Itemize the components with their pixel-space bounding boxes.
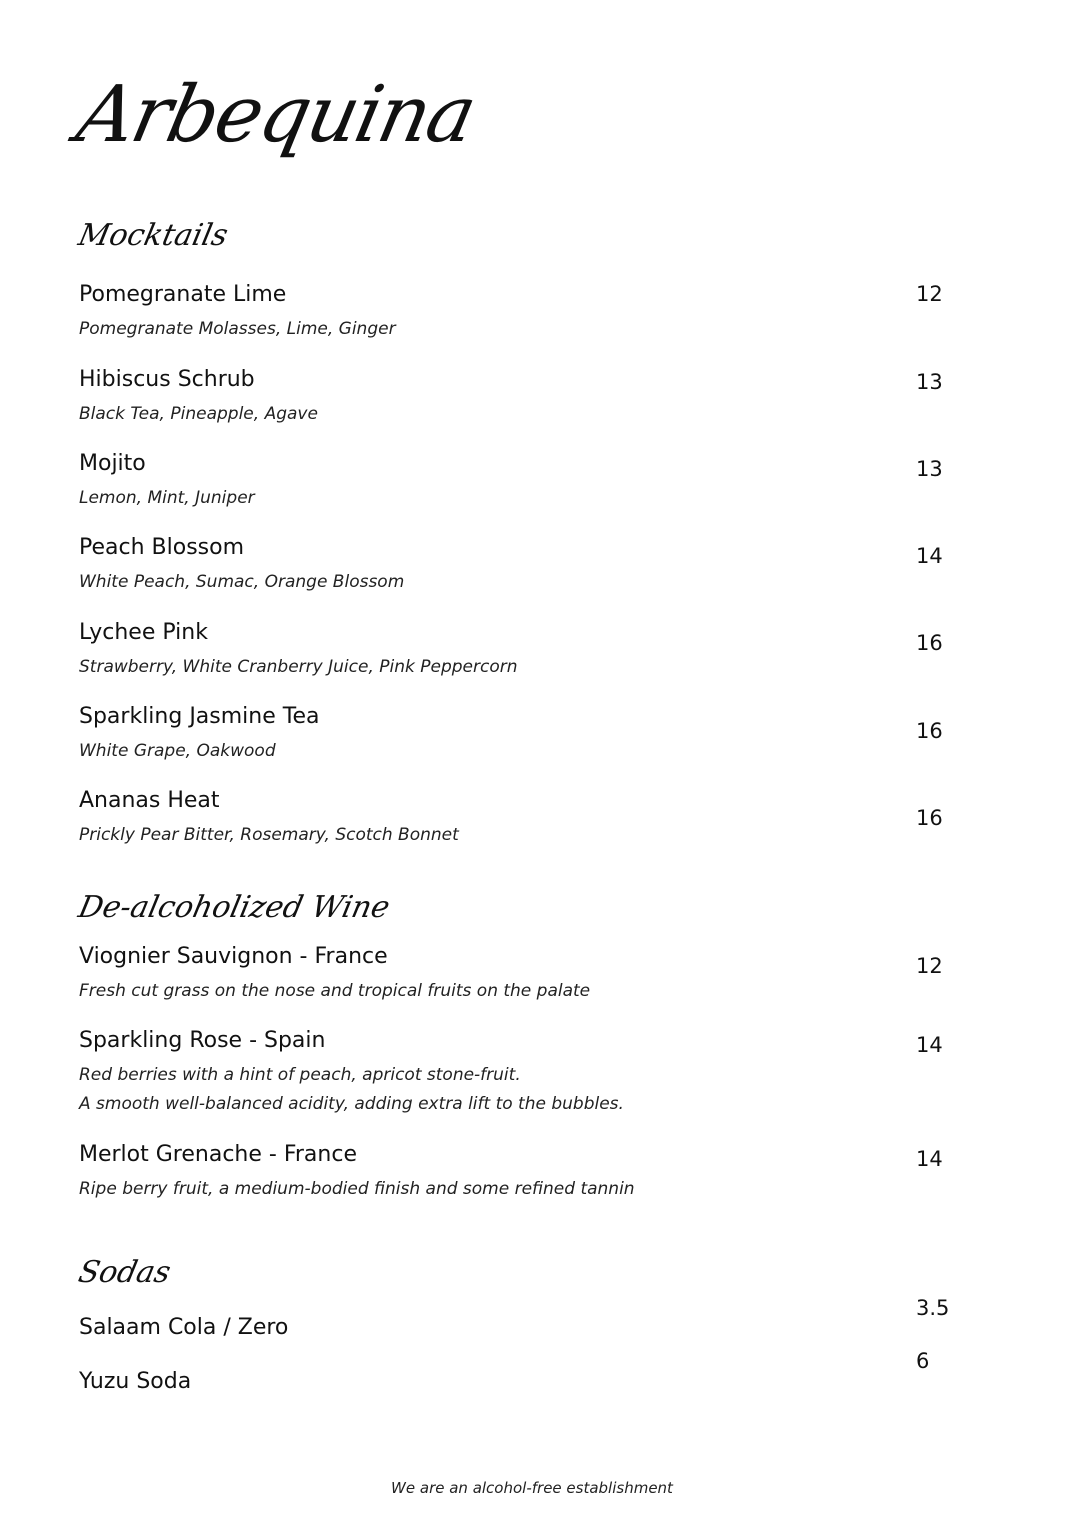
brand-logo: Arbequina [69, 70, 483, 160]
item-description: Ripe berry fruit, a medium-bodied finish and some refined tannin [79, 1179, 635, 1199]
item-description: Prickly Pear Bitter, Rosemary, Scotch Bonnet [79, 825, 459, 845]
item-price: 14 [916, 1147, 943, 1171]
section-title-sodas: Sodas [75, 1255, 174, 1290]
item-description: Red berries with a hint of peach, apricot stone-fruit. [79, 1065, 521, 1085]
footer-note: We are an alcohol-free establishment [391, 1479, 673, 1497]
item-price: 14 [916, 1033, 943, 1057]
item-price: 13 [916, 370, 943, 394]
item-name: Yuzu Soda [79, 1369, 192, 1394]
item-description: Fresh cut grass on the nose and tropical fruits on the palate [79, 981, 591, 1001]
item-name: Ananas Heat [79, 788, 220, 813]
item-price: 16 [916, 719, 943, 743]
item-description: White Grape, Oakwood [79, 741, 276, 761]
item-description: Strawberry, White Cranberry Juice, Pink Peppercorn [79, 657, 518, 677]
item-description: White Peach, Sumac, Orange Blossom [79, 572, 405, 592]
item-price: 13 [916, 457, 943, 481]
item-price: 6 [916, 1349, 930, 1373]
item-name: Peach Blossom [79, 535, 245, 560]
item-name: Viognier Sauvignon - France [79, 944, 388, 969]
item-price: 3.5 [916, 1296, 950, 1320]
item-name: Hibiscus Schrub [79, 367, 255, 392]
item-price: 16 [916, 806, 943, 830]
item-name: Sparkling Jasmine Tea [79, 704, 320, 729]
item-name: Merlot Grenache - France [79, 1142, 357, 1167]
item-name: Salaam Cola / Zero [79, 1315, 289, 1340]
section-title-wine: De-alcoholized Wine [75, 890, 393, 925]
item-price: 14 [916, 544, 943, 568]
section-title-mocktails: Mocktails [75, 218, 232, 253]
item-price: 12 [916, 282, 943, 306]
item-name: Lychee Pink [79, 620, 208, 645]
item-description: A smooth well-balanced acidity, adding extra lift to the bubbles. [79, 1094, 624, 1114]
item-name: Mojito [79, 451, 146, 476]
item-description: Lemon, Mint, Juniper [79, 488, 255, 508]
item-description: Pomegranate Molasses, Lime, Ginger [79, 319, 396, 339]
item-name: Sparkling Rose - Spain [79, 1028, 326, 1053]
item-price: 12 [916, 954, 943, 978]
item-description: Black Tea, Pineapple, Agave [79, 404, 318, 424]
item-price: 16 [916, 631, 943, 655]
item-name: Pomegranate Lime [79, 282, 287, 307]
